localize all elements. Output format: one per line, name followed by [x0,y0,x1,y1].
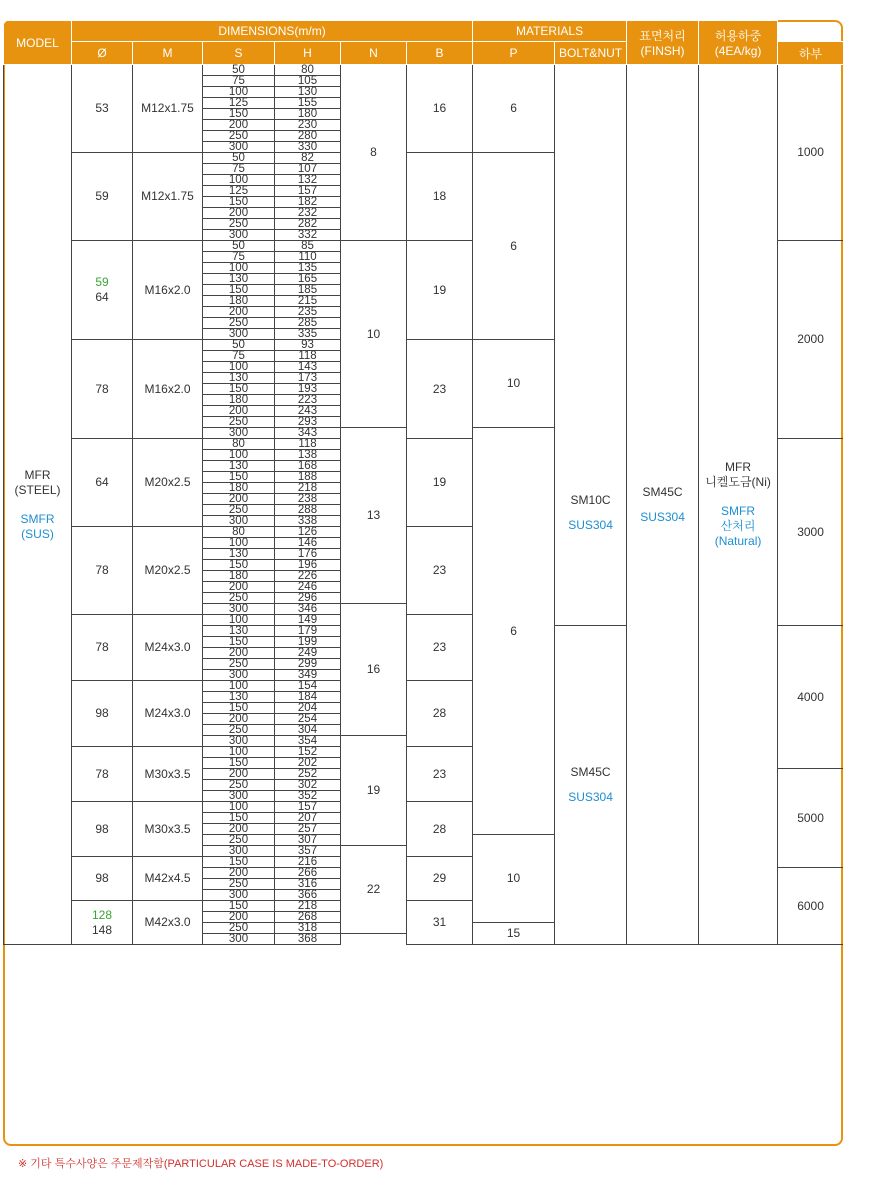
s-cell: 150 [203,285,275,296]
s-cell: 250 [203,417,275,428]
s-cell: 50 [203,241,275,252]
h-cell: 188 [275,472,341,483]
s-cell: 250 [203,318,275,329]
load-cell: 3000 [778,439,843,626]
h-cell: 202 [275,758,341,769]
s-cell: 150 [203,560,275,571]
h-cell: 346 [275,604,341,615]
s-cell: 200 [203,868,275,879]
h-cell: 238 [275,494,341,505]
h-cell: 135 [275,263,341,274]
s-cell: 250 [203,659,275,670]
p-cell: 15 [473,923,555,945]
h-cell: 349 [275,670,341,681]
h-cell: 146 [275,538,341,549]
thread-cell: M24x3.0 [133,615,203,681]
h-cell: 318 [275,923,341,934]
diameter-main: 78 [95,563,109,577]
s-cell: 150 [203,857,275,868]
h-cell: 184 [275,692,341,703]
diameter-cell [72,901,133,945]
h-cell: 173 [275,373,341,384]
s-cell: 100 [203,747,275,758]
h-cell: 257 [275,824,341,835]
s-cell: 130 [203,549,275,560]
finish-cell [699,65,778,945]
s-cell: 300 [203,846,275,857]
h-cell: 118 [275,439,341,450]
b-cell: 28 [407,681,473,747]
h-cell: 332 [275,230,341,241]
s-cell: 200 [203,824,275,835]
thread-cell: M20x2.5 [133,439,203,527]
b-cell: 16 [407,65,473,153]
h-cell: 285 [275,318,341,329]
diameter-cell [72,615,133,681]
s-cell: 80 [203,527,275,538]
s-cell: 300 [203,428,275,439]
header-bolt-nut: BOLT&NUT [555,42,627,65]
h-cell: 246 [275,582,341,593]
thread-cell: M42x3.0 [133,901,203,945]
s-cell: 300 [203,736,275,747]
header-base: 하부 [778,42,843,65]
header-load: 허용하중 (4EA/kg) [699,21,778,65]
h-cell: 357 [275,846,341,857]
diameter-alt: 128 [91,907,113,922]
h-cell: 366 [275,890,341,901]
thread-cell: M30x3.5 [133,802,203,857]
h-cell: 338 [275,516,341,527]
h-cell: 85 [275,241,341,252]
thread-cell: M16x2.0 [133,241,203,340]
s-cell: 250 [203,780,275,791]
h-cell: 235 [275,307,341,318]
s-cell: 100 [203,450,275,461]
n-cell: 10 [341,241,407,428]
diameter-main: 98 [95,821,109,836]
h-cell: 138 [275,450,341,461]
s-cell: 300 [203,670,275,681]
n-cell: 13 [341,428,407,604]
thread-cell: M12x1.75 [133,65,203,153]
footnote: ※ 기타 특수사양은 주문제작함(PARTICULAR CASE IS MADE-TO-ORDER) [18,1158,384,1170]
thread-cell: M12x1.75 [133,153,203,241]
s-cell: 100 [203,362,275,373]
s-cell: 100 [203,615,275,626]
h-cell: 105 [275,76,341,87]
thread-cell: M16x2.0 [133,340,203,439]
s-cell: 300 [203,791,275,802]
s-cell: 50 [203,340,275,351]
bolt-material-cell [555,626,627,945]
load-cell: 4000 [778,626,843,769]
p-cell: 10 [473,340,555,428]
b-cell: 19 [407,439,473,527]
table-row [4,65,844,76]
s-cell: 130 [203,461,275,472]
h-cell: 185 [275,285,341,296]
diameter-main: 64 [95,475,109,489]
table-header [4,21,844,65]
s-cell: 100 [203,802,275,813]
bolt-material-sus: SUS304 [568,518,613,532]
h-cell: 268 [275,912,341,923]
h-cell: 155 [275,98,341,109]
h-cell: 168 [275,461,341,472]
s-cell: 125 [203,186,275,197]
diameter-main: 53 [95,101,109,115]
s-cell: 80 [203,439,275,450]
h-cell: 216 [275,857,341,868]
s-cell: 150 [203,109,275,120]
b-cell: 19 [407,241,473,340]
h-cell: 107 [275,164,341,175]
h-cell: 93 [275,340,341,351]
s-cell: 250 [203,593,275,604]
h-cell: 176 [275,549,341,560]
s-cell: 75 [203,164,275,175]
h-cell: 152 [275,747,341,758]
s-cell: 200 [203,714,275,725]
s-cell: 180 [203,571,275,582]
s-cell: 130 [203,626,275,637]
h-cell: 343 [275,428,341,439]
s-cell: 150 [203,472,275,483]
diameter-main: 78 [95,766,109,781]
header-b: B [407,42,473,65]
diameter-main: 98 [95,871,109,885]
s-cell: 300 [203,934,275,945]
s-cell: 200 [203,208,275,219]
h-cell: 354 [275,736,341,747]
header-materials: MATERIALS [473,21,627,42]
b-cell: 23 [407,340,473,439]
h-cell: 254 [275,714,341,725]
load-cell: 5000 [778,769,843,868]
header-dimensions: DIMENSIONS(m/m) [72,21,473,42]
model-cell [4,65,72,945]
table-body [4,65,844,945]
s-cell: 250 [203,505,275,516]
diameter-cell [72,857,133,901]
s-cell: 180 [203,395,275,406]
h-cell: 266 [275,868,341,879]
spec-table [3,20,843,945]
h-cell: 193 [275,384,341,395]
h-cell: 149 [275,615,341,626]
s-cell: 250 [203,835,275,846]
h-cell: 218 [275,901,341,912]
base-material-sus: SUS304 [640,509,685,524]
p-cell: 10 [473,835,555,923]
header-model: MODEL [4,21,72,65]
s-cell: 150 [203,384,275,395]
s-cell: 180 [203,483,275,494]
h-cell: 288 [275,505,341,516]
h-cell: 293 [275,417,341,428]
n-cell: 16 [341,604,407,736]
header-diameter: Ø [72,42,133,65]
diameter-cell [72,439,133,527]
bolt-material-sus: SUS304 [568,790,613,804]
load-cell: 1000 [778,65,843,241]
s-cell: 50 [203,153,275,164]
load-cell: 6000 [778,868,843,945]
h-cell: 299 [275,659,341,670]
s-cell: 200 [203,648,275,659]
s-cell: 300 [203,890,275,901]
thread-cell: M20x2.5 [133,527,203,615]
diameter-cell [72,340,133,439]
diameter-main: 64 [95,290,109,304]
diameter-cell [72,527,133,615]
h-cell: 180 [275,109,341,120]
s-cell: 150 [203,197,275,208]
h-cell: 316 [275,879,341,890]
h-cell: 110 [275,252,341,263]
finish-sus: SMFR 산처리 (Natural) [714,504,762,548]
s-cell: 150 [203,703,275,714]
s-cell: 100 [203,87,275,98]
s-cell: 100 [203,681,275,692]
s-cell: 100 [203,263,275,274]
spec-table-container [3,20,843,1146]
h-cell: 154 [275,681,341,692]
s-cell: 300 [203,604,275,615]
s-cell: 200 [203,406,275,417]
s-cell: 150 [203,758,275,769]
h-cell: 226 [275,571,341,582]
s-cell: 150 [203,901,275,912]
header-n: N [341,42,407,65]
h-cell: 368 [275,934,341,945]
b-cell: 23 [407,615,473,681]
b-cell: 23 [407,747,473,802]
s-cell: 100 [203,538,275,549]
h-cell: 230 [275,120,341,131]
diameter-cell [72,241,133,340]
header-s: S [203,42,275,65]
h-cell: 335 [275,329,341,340]
h-cell: 223 [275,395,341,406]
h-cell: 330 [275,142,341,153]
h-cell: 302 [275,780,341,791]
diameter-main: 59 [95,189,109,203]
thread-cell: M30x3.5 [133,747,203,802]
h-cell: 130 [275,87,341,98]
s-cell: 200 [203,307,275,318]
b-cell: 23 [407,527,473,615]
h-cell: 157 [275,186,341,197]
diameter-main: 148 [91,922,113,937]
b-cell: 29 [407,857,473,901]
h-cell: 126 [275,527,341,538]
s-cell: 75 [203,351,275,362]
s-cell: 130 [203,274,275,285]
s-cell: 200 [203,912,275,923]
h-cell: 249 [275,648,341,659]
h-cell: 80 [275,65,341,76]
n-cell: 19 [341,736,407,846]
s-cell: 130 [203,692,275,703]
finish-steel: MFR 니켈도금(Ni) [705,460,771,489]
p-cell: 6 [473,428,555,835]
s-cell: 300 [203,516,275,527]
s-cell: 200 [203,120,275,131]
diameter-cell [72,153,133,241]
h-cell: 352 [275,791,341,802]
thread-cell: M42x4.5 [133,857,203,901]
s-cell: 130 [203,373,275,384]
s-cell: 150 [203,637,275,648]
h-cell: 118 [275,351,341,362]
b-cell: 18 [407,153,473,241]
h-cell: 280 [275,131,341,142]
s-cell: 200 [203,494,275,505]
h-cell: 179 [275,626,341,637]
diameter-cell [72,747,133,802]
s-cell: 200 [203,769,275,780]
h-cell: 165 [275,274,341,285]
h-cell: 282 [275,219,341,230]
p-cell: 6 [473,153,555,340]
h-cell: 232 [275,208,341,219]
header-m: M [133,42,203,65]
base-material-cell [627,65,699,945]
diameter-cell [72,65,133,153]
h-cell: 82 [275,153,341,164]
thread-cell: M24x3.0 [133,681,203,747]
diameter-main: 78 [95,640,109,654]
header-h: H [275,42,341,65]
h-cell: 304 [275,725,341,736]
h-cell: 196 [275,560,341,571]
h-cell: 207 [275,813,341,824]
h-cell: 204 [275,703,341,714]
diameter-cell [72,802,133,857]
h-cell: 296 [275,593,341,604]
s-cell: 250 [203,725,275,736]
bolt-material-steel: SM45C [570,765,611,779]
h-cell: 157 [275,802,341,813]
diameter-cell [72,681,133,747]
h-cell: 215 [275,296,341,307]
h-cell: 182 [275,197,341,208]
diameter-main: 98 [95,706,109,720]
h-cell: 218 [275,483,341,494]
h-cell: 252 [275,769,341,780]
bolt-material-steel: SM10C [570,493,611,507]
s-cell: 250 [203,131,275,142]
s-cell: 300 [203,142,275,153]
s-cell: 125 [203,98,275,109]
diameter-alt: 59 [95,275,109,289]
s-cell: 300 [203,329,275,340]
load-cell: 2000 [778,241,843,439]
s-cell: 300 [203,230,275,241]
s-cell: 180 [203,296,275,307]
n-cell: 8 [341,65,407,241]
model-sus: SMFR (SUS) [20,511,55,541]
h-cell: 132 [275,175,341,186]
s-cell: 250 [203,923,275,934]
n-cell: 22 [341,846,407,934]
s-cell: 50 [203,65,275,76]
s-cell: 100 [203,175,275,186]
header-p: P [473,42,555,65]
base-material-steel: SM45C [642,484,683,499]
b-cell: 31 [407,901,473,945]
h-cell: 199 [275,637,341,648]
s-cell: 250 [203,879,275,890]
h-cell: 243 [275,406,341,417]
p-cell: 6 [473,65,555,153]
s-cell: 150 [203,813,275,824]
s-cell: 75 [203,252,275,263]
model-steel: MFR (STEEL) [14,467,61,497]
b-cell: 28 [407,802,473,857]
diameter-main: 78 [95,381,109,396]
header-finish: 표면처리 (FINSH) [627,21,699,65]
s-cell: 200 [203,582,275,593]
h-cell: 143 [275,362,341,373]
s-cell: 75 [203,76,275,87]
bolt-material-cell [555,65,627,626]
h-cell: 307 [275,835,341,846]
s-cell: 250 [203,219,275,230]
